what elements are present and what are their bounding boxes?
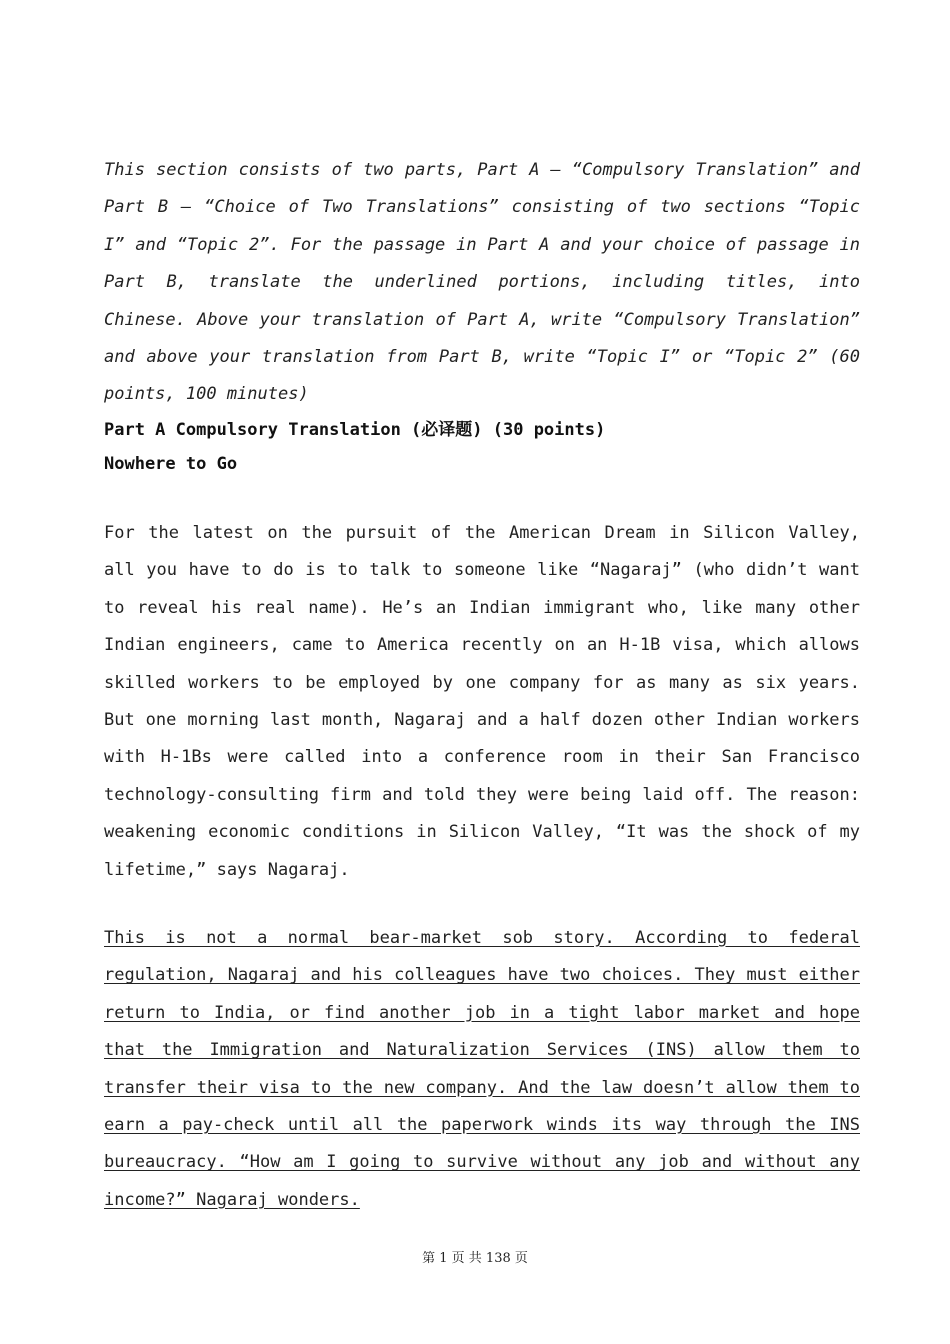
passage-paragraph: For the latest on the pursuit of the American Dream in Silicon Valley, all you have to do is to talk to someone like “Nagaraj” (who didn’t want to reveal his real name). He’s an Indian immigrant who, like many other Indian engineers, came to America recently on an H-1B visa, which allows skilled workers to be employed by one company for as many as six years. But one morning last month, Nagaraj and a half dozen other Indian workers with H-1Bs were called into a conference room in their San Francisco technology-consulting firm and told they were being laid off. The reason: weakening economic conditions in Silicon Valley, “It was the shock of my lifetime,” says Nagaraj. bbox=[104, 523, 860, 880]
section-instructions: This section consists of two parts, Part A — “Compulsory Translation” and Part B — “Choice of Two Translations” consisting of two sections “Topic I” and “Topic 2”. For the passage in Part A and your choice of passage in Part B, translate the underlined portions, including titles, into Chinese. Above your translation of Part A, write “Compulsory Translation” and above your translation from Part B, write “Topic I” or “Topic 2” (60 points, 100 minutes) bbox=[104, 160, 860, 405]
part-a-heading: Part A Compulsory Translation (必译题) (30 points) bbox=[104, 420, 606, 440]
passage-title: Nowhere to Go bbox=[104, 454, 238, 474]
page-number-footer: 第 1 页 共 138 页 bbox=[422, 1251, 528, 1266]
underlined-translation-paragraph: This is not a normal bear-market sob story. According to federal regulation, Nagaraj and his colleagues have two choices. They must either return to India, or find another job in a tight labor market and hope that the Immigration and Naturalization Services (INS) allow them to transfer their visa to the new company. And the law doesn’t allow them to earn a pay-check until all the paperwork winds its way through the INS bureaucracy. “How am I going to survive without any job and without any income?” Nagaraj wonders. bbox=[104, 928, 860, 1210]
